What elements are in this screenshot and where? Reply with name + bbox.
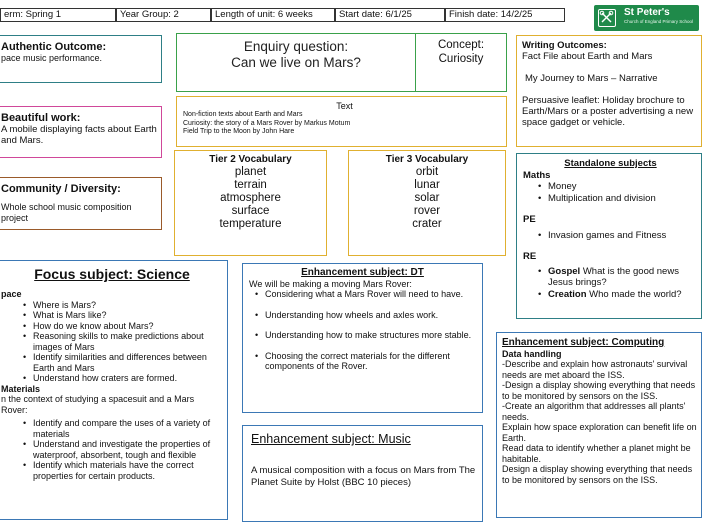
enquiry-label: Enquiry question:: [243, 39, 349, 54]
tier2-word: planet: [234, 166, 267, 178]
text-item-1: Non-fiction texts about Earth and Mars: [183, 111, 303, 118]
science-space-item: • Understand how craters are formed.: [33, 373, 223, 384]
music-title: Enhancement subject: Music: [251, 432, 411, 446]
computing-box: [496, 332, 702, 518]
community-diversity-box: [0, 177, 162, 230]
pe-item: • Invasion games and Fitness: [548, 230, 698, 242]
tier2-word: atmosphere: [220, 192, 281, 204]
re-item-text: What is the good news Jesus brings?: [548, 265, 679, 288]
music-box: [242, 425, 483, 522]
science-materials-item: • Identify which materials have the correct properties for certain products.: [33, 460, 223, 481]
music-text: A musical composition with a focus on Mars from The Planet Suite by Holst (BBC 10 pieces): [251, 465, 476, 488]
text-box-title: Text: [336, 101, 353, 111]
community-title: Community / Diversity:: [1, 183, 121, 195]
computing-line: -Describe and explain how astronauts' survival needs are met aboard the ISS.: [502, 359, 688, 380]
standalone-title: Standalone subjects: [564, 158, 657, 169]
dt-box: [242, 263, 483, 413]
header-start-date: Start date: 6/1/25: [335, 8, 445, 22]
tier3-word: lunar: [414, 179, 440, 191]
science-space-item: • How do we know about Mars?: [33, 321, 223, 332]
computing-line: -Design a display showing everything that needs to be monitored by sensors on the ISS.: [502, 380, 696, 401]
maths-item: • Multiplication and division: [548, 193, 698, 205]
science-materials-item: • Identify and compare the uses of a variety of materials: [33, 418, 223, 439]
computing-line: Explain how space exploration can benefit life on Earth.: [502, 422, 697, 443]
concept-title: Concept:: [437, 39, 485, 51]
header-term: erm: Spring 1: [0, 8, 116, 22]
computing-line: Read data to identify whether a planet might be habitable.: [502, 443, 691, 464]
re-item: [548, 266, 698, 289]
dt-title: Enhancement subject: DT: [301, 267, 424, 278]
text-item-2: Curiosity: the story of a Mars Rover by Markus Motum: [183, 119, 351, 127]
computing-subtitle: Data handling: [502, 348, 562, 359]
tier3-word: orbit: [415, 166, 439, 178]
computing-line: -Create an algorithm that addresses all plants' needs.: [502, 401, 686, 422]
tier2-title: Tier 2 Vocabulary: [209, 154, 292, 165]
header-length: Length of unit: 6 weeks: [211, 8, 335, 22]
computing-line: Design a display showing everything that needs to be monitored by sensors on the ISS.: [502, 464, 693, 485]
re-item-text: Who made the world?: [586, 288, 682, 300]
writing-outcomes-box: [516, 35, 702, 147]
writing-outcomes-title: Writing Outcomes:: [522, 40, 607, 51]
maths-item: • Money: [548, 181, 698, 193]
writing-outcome-3: Persuasive leaflet: Holiday brochure to Earth/Mars or a poster advertising a new space gadget or vehicle.: [522, 95, 694, 128]
authentic-outcome-text: pace music performance.: [1, 53, 103, 63]
science-materials-intro: n the context of studying a spacesuit and a Mars Rover:: [1, 394, 195, 415]
science-space-label: pace: [1, 289, 22, 299]
tier2-word: surface: [231, 205, 270, 217]
writing-outcome-1: Fact File about Earth and Mars: [522, 51, 653, 62]
dt-intro: We will be making a moving Mars Rover:: [249, 278, 412, 289]
beautiful-work-title: Beautiful work:: [1, 112, 81, 124]
tier3-word: rover: [413, 205, 441, 217]
beautiful-work-box: [0, 106, 162, 158]
computing-title: Enhancement subject: Computing: [502, 337, 665, 348]
text-item-3: Field Trip to the Moon by John Hare: [183, 128, 295, 135]
dt-item: • Considering what a Mars Rover will need to have.: [265, 289, 476, 300]
science-space-item: • What is Mars like?: [33, 310, 223, 321]
science-materials-label: Materials: [1, 383, 41, 394]
science-space-item: • Where is Mars?: [33, 300, 223, 311]
re-item: [548, 289, 698, 301]
tier3-word: crater: [412, 218, 442, 230]
science-title: Focus subject: Science: [34, 266, 190, 282]
tier2-word: terrain: [234, 179, 267, 191]
dt-item: • Understanding how wheels and axles work.: [265, 310, 476, 321]
beautiful-work-text: A mobile displaying facts about Earth and Mars.: [1, 124, 157, 146]
standalone-subjects-box: [516, 153, 702, 319]
header-year-group: Year Group: 2: [116, 8, 211, 22]
science-space-item: • Reasoning skills to make predictions about images of Mars: [33, 331, 223, 352]
authentic-outcome-title: Authentic Outcome:: [1, 41, 107, 53]
logo-name: St Peter's: [624, 7, 670, 18]
science-materials-item: • Understand and investigate the properties of waterproof, absorbent, tough and flexible: [33, 439, 223, 460]
science-box: [0, 260, 228, 520]
tier2-vocabulary-box: [174, 150, 327, 256]
logo-subtitle: Church of England Primary School: [624, 19, 694, 24]
enquiry-question: Can we live on Mars?: [231, 55, 361, 70]
text-box: [176, 96, 507, 147]
tier3-vocabulary-box: [348, 150, 506, 256]
concept-value: Curiosity: [438, 53, 484, 65]
re-item-heading: Gospel: [548, 265, 581, 277]
authentic-outcome-box: [0, 35, 162, 83]
re-item-heading: Creation: [548, 288, 587, 300]
re-label: RE: [523, 251, 537, 262]
dt-item: • Understanding how to make structures more stable.: [265, 330, 476, 341]
enquiry-box: [176, 33, 507, 92]
keys-icon: [598, 9, 616, 27]
tier2-word: temperature: [219, 218, 282, 230]
maths-label: Maths: [523, 169, 551, 181]
writing-outcome-2: My Journey to Mars – Narrative: [525, 73, 658, 84]
header-finish-date: Finish date: 14/2/25: [445, 8, 565, 22]
school-logo: [594, 5, 699, 31]
dt-item: • Choosing the correct materials for the different components of the Rover.: [265, 351, 476, 372]
pe-label: PE: [523, 214, 536, 225]
community-text: Whole school music composition project: [1, 202, 132, 223]
tier3-title: Tier 3 Vocabulary: [385, 154, 469, 165]
tier3-word: solar: [414, 192, 440, 204]
science-space-item: • Identify similarities and differences between Earth and Mars: [33, 352, 223, 373]
